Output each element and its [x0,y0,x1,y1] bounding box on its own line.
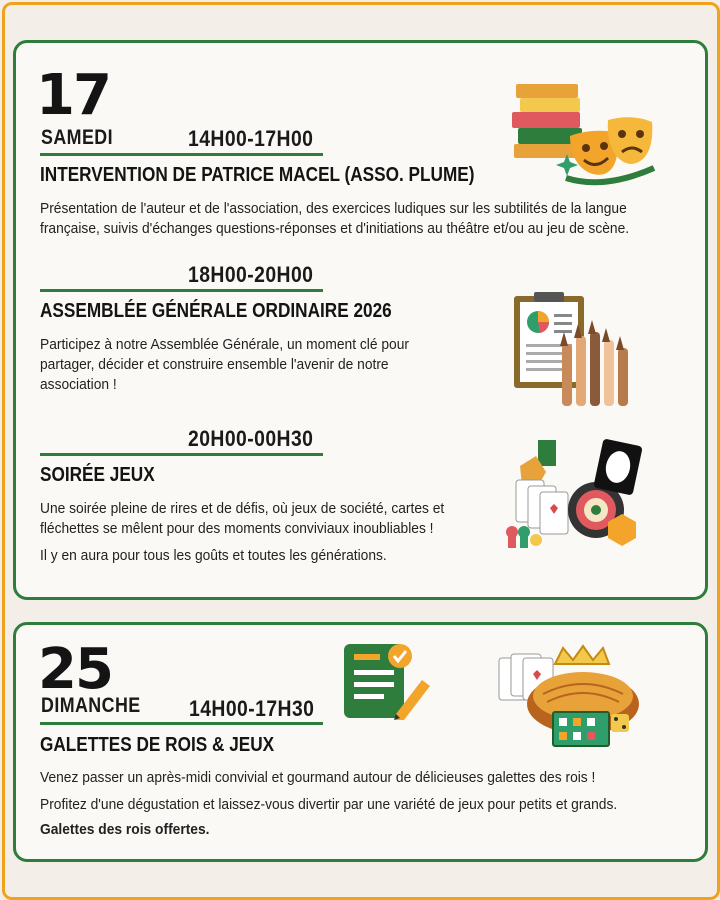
session-description: Une soirée pleine de rires et de défis, où jeux de société, cartes et fléchettes se mêlent pour des moments conviviaux inoubliables ! [40,500,445,537]
session-time: 18H00-20H00 [188,262,314,287]
checklist-pencil-icon [342,640,434,720]
session-time: 14H00-17H00 [188,126,314,151]
session-time: 14H00-17H30 [189,696,315,721]
divider [40,153,323,156]
session-description: Participez à notre Assemblée Générale, un moment clé pour partager, décider et construire ensemble l'avenir de notre association ! [40,336,409,393]
clipboard-hands-icon [510,292,636,412]
divider [40,722,323,725]
session-time: 20H00-00H30 [188,426,314,451]
session-description-extra: Il y en aura pour tous les goûts et toutes les générations. [40,547,387,564]
session-title: ASSEMBLÉE GÉNÉRALE ORDINAIRE 2026 [40,300,392,322]
books-theater-masks-icon [508,78,660,188]
session-description: Venez passer un après-midi convivial et gourmand autour de délicieuses galettes des rois ! [40,769,596,786]
day-name: SAMEDI [41,126,113,149]
board-games-icon [502,436,652,558]
day-name: DIMANCHE [41,694,141,717]
session-description-note: Galettes des rois offertes. [40,821,210,838]
session-description-extra: Profitez d'une dégustation et laissez-vous divertir par une variété de jeux pour petits et grands. [40,796,618,813]
divider [40,453,323,456]
day-number: 25 [38,637,112,702]
day-number: 17 [36,63,110,128]
galette-cards-icon [495,640,641,758]
divider [40,289,323,292]
session-title: GALETTES DE ROIS & JEUX [40,734,275,756]
session-title: INTERVENTION DE PATRICE MACEL (ASSO. PLUME) [40,164,475,186]
session-title: SOIRÉE JEUX [40,464,155,486]
session-description: Présentation de l'auteur et de l'association, des exercices ludiques sur les subtilités de la langue française, suivis d'échanges questions-réponses et d'initiations au théâtre et/ou au jeu de scène. [40,200,630,237]
